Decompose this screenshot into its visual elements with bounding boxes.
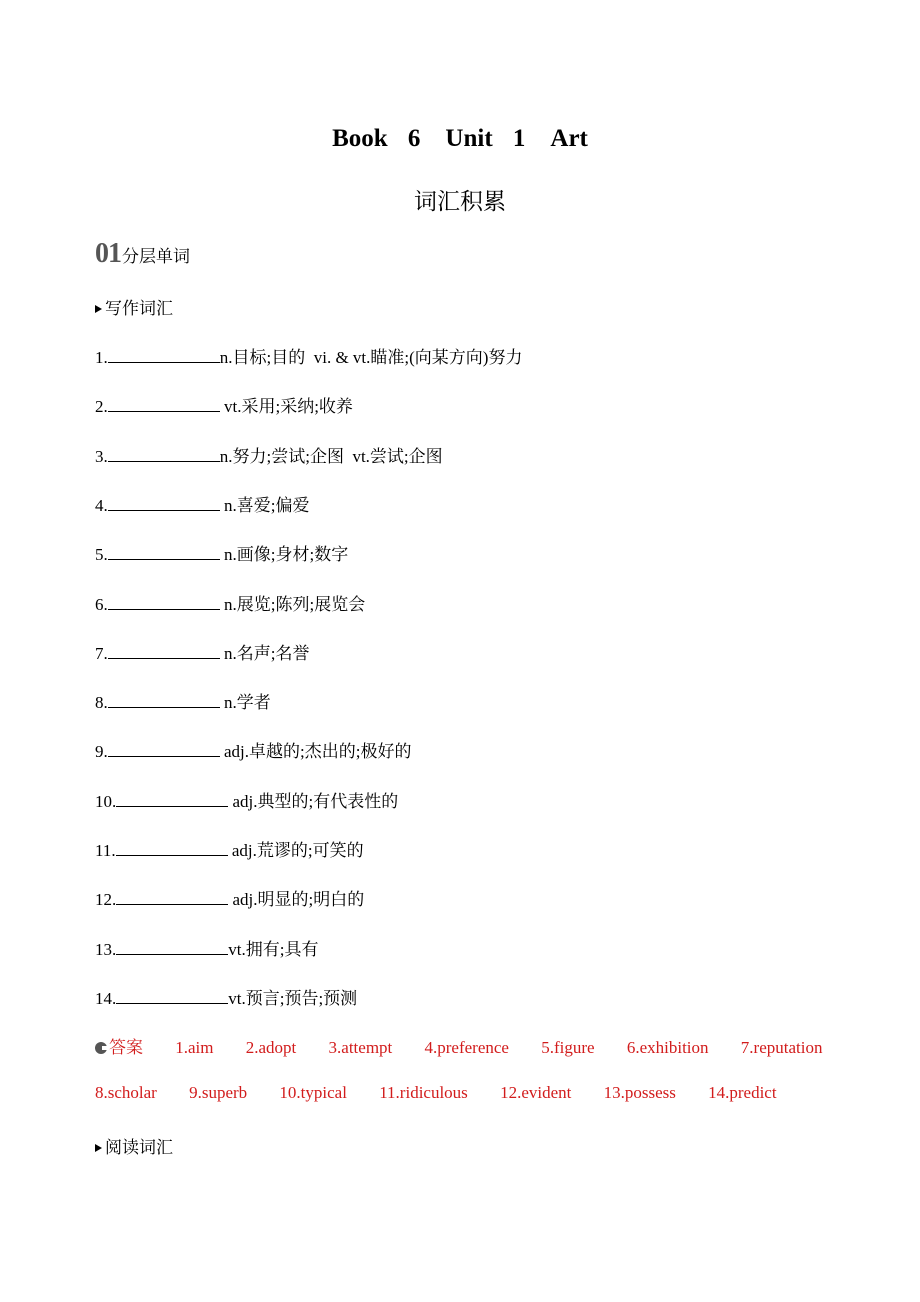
answer-item: 11.ridiculous xyxy=(379,1083,468,1102)
vocab-item xyxy=(95,836,364,861)
section-heading xyxy=(95,238,190,270)
vocab-item-number: 14. xyxy=(95,989,117,1008)
answer-item: 10.typical xyxy=(279,1083,347,1102)
answer-blank[interactable] xyxy=(116,940,228,955)
vocab-item xyxy=(95,984,357,1009)
vocab-item-definition: vt.采用;采纳;收养 xyxy=(219,397,353,416)
answer-item: 5.figure xyxy=(541,1038,595,1057)
answer-item: 14.predict xyxy=(708,1083,777,1102)
answer-blank[interactable] xyxy=(108,447,220,462)
answer-item: 7.reputation xyxy=(740,1038,823,1057)
answer-item: 4.preference xyxy=(424,1038,509,1057)
vocab-item xyxy=(95,392,353,417)
vocab-item-number: 11. xyxy=(95,841,116,860)
vocab-item xyxy=(95,935,318,960)
writing-vocab-label: 写作词汇 xyxy=(105,299,173,318)
answer-item: 12.evident xyxy=(500,1083,572,1102)
answer-blank[interactable] xyxy=(108,545,220,560)
answer-item: 6.exhibition xyxy=(626,1038,709,1057)
vocab-item xyxy=(95,688,271,713)
vocab-item-definition: vt.拥有;具有 xyxy=(228,940,319,959)
vocab-item-number: 9. xyxy=(95,742,108,761)
answer-icon xyxy=(95,1042,107,1054)
answer-item: 8.scholar xyxy=(95,1083,157,1102)
vocab-item xyxy=(95,491,309,516)
vocab-item-number: 8. xyxy=(95,693,108,712)
vocab-item-number: 4. xyxy=(95,496,108,515)
vocab-item-definition: adj.荒谬的;可笑的 xyxy=(227,841,364,860)
answer-blank[interactable] xyxy=(116,890,228,905)
vocab-item-definition: n.名声;名誉 xyxy=(219,644,310,663)
answer-blank[interactable] xyxy=(108,742,220,757)
answer-line-2 xyxy=(95,1083,777,1103)
vocab-item-definition: n.喜爱;偏爱 xyxy=(219,496,310,515)
answer-blank[interactable] xyxy=(116,841,228,856)
vocab-item xyxy=(95,540,348,565)
vocab-item xyxy=(95,787,398,812)
vocab-item-number: 1. xyxy=(95,348,108,367)
triangle-bullet-icon xyxy=(95,1144,102,1152)
vocab-item-number: 12. xyxy=(95,890,117,909)
vocab-item-number: 3. xyxy=(95,447,108,466)
answer-label: 答案 xyxy=(109,1038,143,1057)
triangle-bullet-icon xyxy=(95,305,102,313)
vocab-item xyxy=(95,737,411,762)
vocab-item xyxy=(95,442,443,467)
vocab-item xyxy=(95,639,309,664)
vocab-item-number: 6. xyxy=(95,595,108,614)
answer-line-1 xyxy=(95,1033,822,1058)
vocab-item-definition: n.展览;陈列;展览会 xyxy=(219,595,366,614)
vocab-item-definition: n.学者 xyxy=(219,693,271,712)
vocab-item-definition: n.画像;身材;数字 xyxy=(219,545,349,564)
vocab-item-number: 5. xyxy=(95,545,108,564)
section-label: 分层单词 xyxy=(122,247,190,266)
vocab-item-number: 2. xyxy=(95,397,108,416)
reading-vocab-heading xyxy=(95,1133,173,1158)
answer-blank[interactable] xyxy=(108,595,220,610)
vocab-item-number: 7. xyxy=(95,644,108,663)
page-title: Book 6 Unit 1 Art xyxy=(332,125,588,152)
answer-blank[interactable] xyxy=(108,644,220,659)
vocab-item-definition: adj.典型的;有代表性的 xyxy=(228,792,399,811)
answer-item: 9.superb xyxy=(189,1083,248,1102)
vocab-item xyxy=(95,590,365,615)
vocab-item-definition: adj.卓越的;杰出的;极好的 xyxy=(219,742,412,761)
vocab-item-number: 13. xyxy=(95,940,117,959)
answer-blank[interactable] xyxy=(108,397,220,412)
answer-blank[interactable] xyxy=(108,693,220,708)
answer-blank[interactable] xyxy=(108,348,220,363)
vocab-item-definition: n.努力;尝试;企图 vt.尝试;企图 xyxy=(219,447,443,466)
answer-blank[interactable] xyxy=(116,792,228,807)
page-subtitle: 词汇积累 xyxy=(414,189,506,215)
vocab-item xyxy=(95,343,522,368)
answer-item: 1.aim xyxy=(175,1038,214,1057)
reading-vocab-label: 阅读词汇 xyxy=(105,1138,173,1157)
answer-blank[interactable] xyxy=(116,989,228,1004)
writing-vocab-heading xyxy=(95,294,173,319)
answer-item: 2.adopt xyxy=(245,1038,297,1057)
answer-item: 13.possess xyxy=(603,1083,676,1102)
answer-item: 3.attempt xyxy=(328,1038,393,1057)
vocab-item xyxy=(95,885,364,910)
vocab-item-definition: n.目标;目的 vi. & vt.瞄准;(向某方向)努力 xyxy=(219,348,523,367)
vocab-item-definition: adj.明显的;明白的 xyxy=(228,890,365,909)
section-number: 01 xyxy=(95,238,121,269)
vocab-item-number: 10. xyxy=(95,792,117,811)
answer-blank[interactable] xyxy=(108,496,220,511)
vocab-item-definition: vt.预言;预告;预测 xyxy=(228,989,358,1008)
